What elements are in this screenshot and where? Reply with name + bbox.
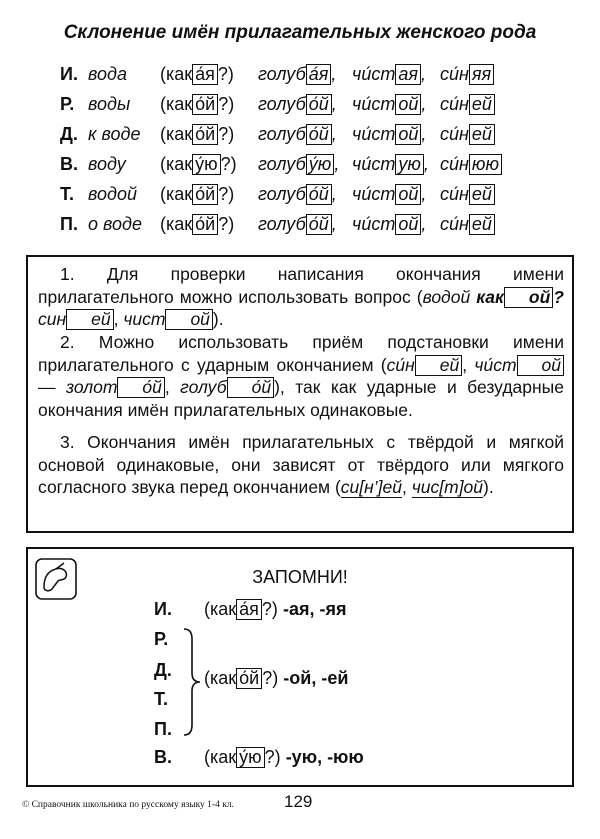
memo-question-v: (как у́ю ?) -ую, -юю <box>204 747 364 767</box>
form-sin: си́н ей <box>440 214 495 235</box>
memo-question-group: (как о́й ?) -ой, -ей <box>204 668 349 688</box>
remember-box <box>26 547 574 787</box>
form-chist: чи́ст ая , <box>352 64 426 84</box>
form-chist: чи́ст ой , <box>352 124 427 144</box>
example-sin: си[н’]ей <box>340 477 402 497</box>
form-sin: си́н яя <box>440 64 494 85</box>
form-sin: си́н ей <box>440 94 495 115</box>
form-golub: голуб а́я , <box>258 64 337 84</box>
form-golub: голуб у́ю , <box>258 154 340 174</box>
remember-title: ЗАПОМНИ! <box>252 567 348 587</box>
noun: о воде <box>88 214 142 234</box>
rule-1: 1. Для проверки написания окончания имени прилагательного можно использовать вопрос (водой как ой ? син ей , чист ой ). <box>38 264 564 329</box>
rules-box <box>26 255 574 533</box>
memo-case-p: П. <box>154 719 172 739</box>
form-golub: голуб о́й , <box>258 94 337 114</box>
noun: воды <box>88 94 131 114</box>
rule-2: 2. Можно использовать приём подстановки имени прилагательного с ударным окончанием (си́н ей , чи́ст ой — золот о́й , голуб о́й ), так как ударные и безударные окончания имён прилагательных одинаковые. <box>38 332 564 420</box>
noun: к воде <box>88 124 141 144</box>
case-label: Р. <box>60 94 75 114</box>
curly-brace-icon <box>180 627 202 737</box>
form-chist: чи́ст ой , <box>352 184 427 204</box>
question: (как о́й ?) <box>160 214 235 234</box>
memo-case-t: Т. <box>154 689 168 709</box>
question: (как у́ю ?) <box>160 154 237 174</box>
question: (как о́й ?) <box>160 184 235 204</box>
case-label: П. <box>60 214 78 234</box>
noun: вода <box>88 64 127 84</box>
form-chist: чи́ст ой , <box>352 214 427 234</box>
example-chis: чис[т]ой <box>411 477 484 497</box>
memo-case-v: В. <box>154 747 172 767</box>
form-chist: чи́ст ой , <box>352 94 427 114</box>
memo-case-d: Д. <box>154 660 172 680</box>
form-chist: чи́ст ую , <box>352 154 429 174</box>
case-label: В. <box>60 154 78 174</box>
page-title: Склонение имён прилагательных женского рода <box>63 22 537 43</box>
question: (как о́й ?) <box>160 94 235 114</box>
form-golub: голуб о́й , <box>258 124 337 144</box>
memo-case-i: И. <box>154 599 172 619</box>
memo-question-i: (как а́я ?) -ая, -яя <box>204 599 347 619</box>
memo-case-r: Р. <box>154 629 169 649</box>
question: (как о́й ?) <box>160 124 235 144</box>
form-golub: голуб о́й , <box>258 214 337 234</box>
rule-3: 3. Окончания имён прилагательных с твёрдой и мягкой основой одинаковые, они зависят от твёрдого или мягкого согласного звука перед окончанием (си[н’]ей, чис[т]ой). <box>38 432 564 497</box>
page-number: 129 <box>284 792 313 811</box>
source-note: © Справочник школьника по русскому языку 1-4 кл. <box>22 800 234 810</box>
noun: воду <box>88 154 126 174</box>
case-label: И. <box>60 64 78 84</box>
case-label: Т. <box>60 184 74 204</box>
case-label: Д. <box>60 124 78 144</box>
noun: водой <box>88 184 137 204</box>
form-sin: си́н юю <box>440 154 502 175</box>
form-sin: си́н ей <box>440 184 495 205</box>
question: (как а́я ?) <box>160 64 234 84</box>
form-sin: си́н ей <box>440 124 495 145</box>
form-golub: голуб о́й , <box>258 184 337 204</box>
